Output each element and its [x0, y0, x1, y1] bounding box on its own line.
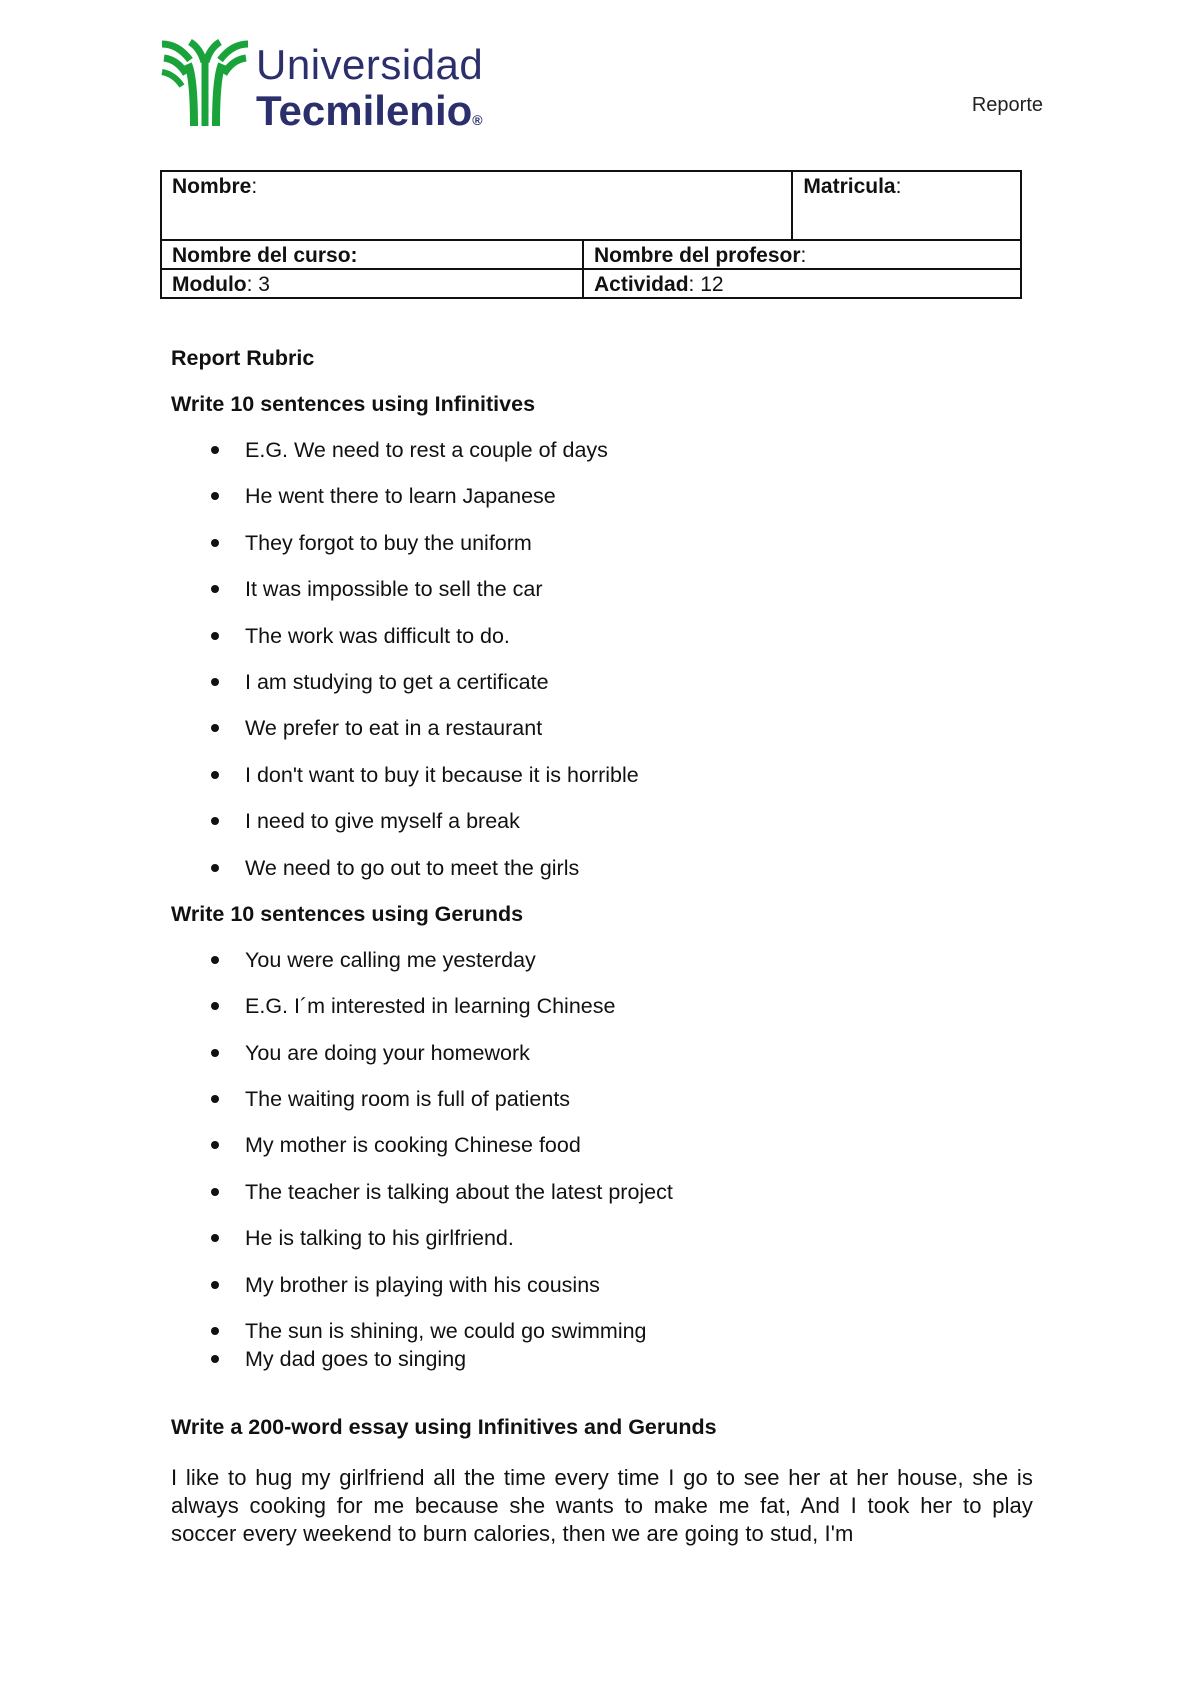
list-item: It was impossible to sell the car: [171, 576, 1031, 602]
student-info-table: [160, 170, 1022, 299]
table-row: [161, 269, 1021, 298]
list-item: He is talking to his girlfriend.: [171, 1225, 1031, 1251]
table-row: [161, 240, 1021, 269]
nombre-cell: [161, 171, 792, 240]
list-item: My dad goes to singing: [171, 1346, 1031, 1372]
rubric-title: Report Rubric: [171, 346, 315, 370]
list-item: I need to give myself a break: [171, 808, 1031, 834]
curso-label: Nombre del curso:: [172, 244, 358, 267]
list-item: My mother is cooking Chinese food: [171, 1132, 1031, 1158]
report-body: [171, 345, 1031, 1548]
matricula-label: Matricula: [803, 175, 896, 198]
infinitives-list: [171, 437, 1031, 881]
list-item: They forgot to buy the uniform: [171, 530, 1031, 556]
actividad-label: Actividad: [594, 273, 689, 296]
infinitives-heading: Write 10 sentences using Infinitives: [171, 392, 536, 416]
list-item: You were calling me yesterday: [171, 947, 1031, 973]
list-item: I am studying to get a certificate: [171, 669, 1031, 695]
university-logo: [160, 38, 500, 134]
list-item: My brother is playing with his cousins: [171, 1272, 1031, 1298]
modulo-label: Modulo: [172, 273, 247, 296]
profesor-label: Nombre del profesor: [594, 244, 801, 267]
essay-heading: Write a 200-word essay using Infinitives and Gerunds: [171, 1415, 717, 1440]
nombre-label: Nombre: [172, 175, 252, 198]
nombre-sep: :: [251, 175, 258, 198]
list-item: The work was difficult to do.: [171, 623, 1031, 649]
table-row: [161, 171, 1021, 240]
logo-line-tecmilenio: [256, 87, 483, 134]
logo-line-universidad: Universidad: [256, 41, 484, 88]
actividad-cell: [583, 269, 1021, 298]
list-item: E.G. We need to rest a couple of days: [171, 437, 1031, 463]
registered-mark: ®: [472, 112, 483, 128]
list-item: He went there to learn Japanese: [171, 483, 1031, 509]
profesor-cell: [583, 240, 1021, 269]
list-item: I don't want to buy it because it is horrible: [171, 762, 1031, 788]
modulo-value: : 3: [246, 273, 270, 296]
essay-text: I like to hug my girlfriend all the time every time I go to see her at her house, she is always cooking for me because she wants to make me fat, And I took her to play soccer every weekend to burn calories, then we are going to stud, I'm: [171, 1465, 1033, 1547]
curso-cell: [161, 240, 583, 269]
logo-wordmark: [256, 41, 484, 134]
tecmilenio-leaf-icon: [160, 38, 252, 128]
modulo-cell: [161, 269, 583, 298]
logo-line-tecmilenio-text: Tecmilenio: [256, 87, 473, 134]
actividad-value: : 12: [688, 273, 724, 296]
list-item: The sun is shining, we could go swimming: [171, 1318, 1031, 1344]
list-item: You are doing your homework: [171, 1040, 1031, 1066]
matricula-sep: :: [895, 175, 902, 198]
list-item: We prefer to eat in a restaurant: [171, 715, 1031, 741]
list-item: E.G. I´m interested in learning Chinese: [171, 993, 1031, 1019]
gerunds-list: [171, 947, 1031, 1372]
list-item: The teacher is talking about the latest project: [171, 1179, 1031, 1205]
list-item: The waiting room is full of patients: [171, 1086, 1031, 1112]
report-label: Reporte: [971, 94, 1043, 116]
profesor-sep: :: [800, 244, 807, 267]
gerunds-heading: Write 10 sentences using Gerunds: [171, 901, 524, 926]
matricula-cell: [792, 171, 1021, 240]
list-item: We need to go out to meet the girls: [171, 855, 1031, 881]
